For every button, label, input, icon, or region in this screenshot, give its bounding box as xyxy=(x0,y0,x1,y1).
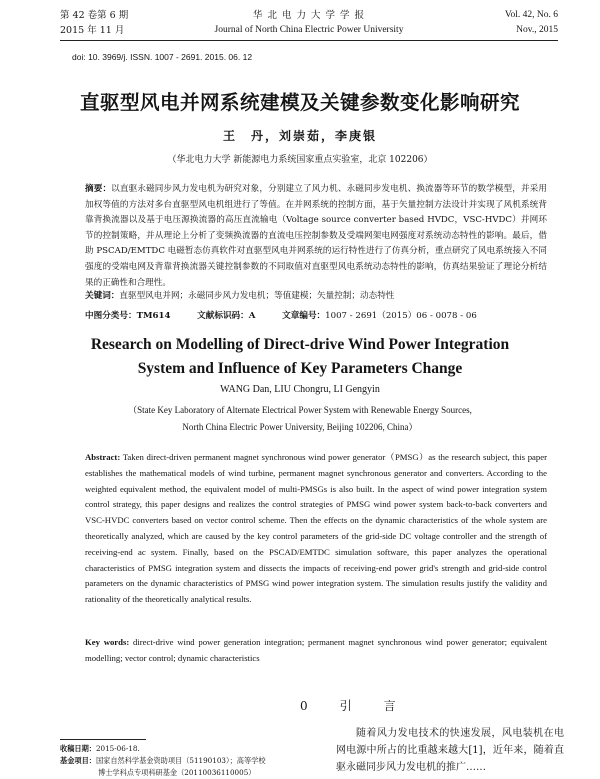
english-title-line2: System and Influence of Key Parameters Change xyxy=(137,360,463,377)
header-rule xyxy=(60,40,558,41)
article-number: 文章编号：1007 - 2691（2015）06 - 0078 - 06 xyxy=(282,311,477,321)
english-keywords xyxy=(85,635,547,667)
english-keywords-text: direct-drive wind power generation integration; permanent magnet synchronous wind power generator; equivalent modelling; vector control; dynamic characteristics xyxy=(85,637,548,663)
chinese-keywords-text: 直驱型风电并网；永磁同步风力发电机；等值建模；矢量控制；动态特性 xyxy=(119,291,395,301)
class-number: 中图分类号：TM614 xyxy=(85,311,171,321)
footnote-fund: 基金项目：国家自然科学基金资助项目（51190103）；高等学校 xyxy=(60,756,266,765)
date-en: Nov., 2015 xyxy=(516,25,558,35)
english-abstract xyxy=(85,450,547,608)
chinese-title: 直驱型风电并网系统建模及关键参数变化影响研究 xyxy=(79,91,520,114)
chinese-keywords xyxy=(85,289,547,305)
journal-en: Journal of North China Electric Power University xyxy=(214,25,404,35)
doc-code: 文献标识码：A xyxy=(197,311,256,321)
section-heading-introduction: 0 引 言 xyxy=(300,699,406,713)
volume-cn: 第 42 卷第 6 期 xyxy=(60,10,129,21)
journal-cn: 华 北 电 力 大 学 学 报 xyxy=(252,10,366,21)
english-abstract-label: Abstract: xyxy=(85,452,121,462)
chinese-abstract-label: 摘要： xyxy=(85,184,112,194)
chinese-affiliation: （华北电力大学 新能源电力系统国家重点实验室，北京 102206） xyxy=(167,155,433,165)
running-header xyxy=(60,8,558,38)
chinese-abstract xyxy=(85,182,547,291)
date-cn: 2015 年 11 月 xyxy=(60,25,125,36)
footnote xyxy=(60,743,320,779)
chinese-abstract-text: 以直驱永磁同步风力发电机为研究对象，分别建立了风力机、永磁同步发电机、换流器等环节的数学模型，并采用加权等值的方法对多台直驱型风电机组进行了等值。在并网系统的控制方面，基于矢量控制方法设计并实现了风机系统背靠背换流器以及基于电压源换流器的高压直流输电（Voltage source converter based HVDC，VSC-HVDC）并网环节的控制策略，并从理论上分析了变频换流器的直流电压控制参数及受端网架电网强度对系统动态特性的影响。最后，借助 PSCAD/EMTDC 电磁暂态仿真软件对直驱型风电并网系统的运行特性进行了仿真分析，重点研究了风电系统接入不同强度的受端电网及背靠背换流器关键控制参数的不同取值对直驱型风电系统动态特性的影响，仿真结果验证了理论分析结果的正确性和合理性。 xyxy=(85,184,547,288)
english-title-line1: Research on Modelling of Direct-drive Wind Power Integration xyxy=(90,336,510,353)
english-keywords-label: Key words: xyxy=(85,637,130,647)
english-title xyxy=(0,333,600,381)
footnote-fund-line2: 博士学科点专项科研基金（20110036110005） xyxy=(98,768,256,777)
introduction-text: 随着风力发电技术的快速发展，风电装机在电网电源中所占的比重越来越大[1]，近年来，随着直驱永磁同步风力发电机的推广…… xyxy=(336,728,564,773)
classification-line xyxy=(85,309,525,324)
english-abstract-text: Taken direct-driven permanent magnet synchronous wind power generator（PMSG）as the research subject, this paper establishes the mathematical models of wind turbine, permanent magnet synchronous generator and converters. According to the weighted equivalent method, the equivalent model of multi-PMSGs is also built. In the aspect of wind power integration system control strategy, this paper designs and realizes the control strategies of PMSG wind power system back-to-back converters and VSC-HVDC converters based on vector control scheme. Then the effects on the dynamic characteristics of the whole system are theoretically analyzed, which are caused by the key control parameters of the grid-side DC voltage controller and the strength of receiving-end ac system. Finally, based on the PSCAD/EMTDC simulation software, this paper analyzes the operational characteristics of PMSG integration system and dissects the impacts of receiving-end power grid's strength and grid-side control parameters on the dynamic characteristics of PMSG wind power integration system. The simulation results justify the validity and rationality of the theoretically analytical results. xyxy=(85,452,547,605)
footnote-received: 收稿日期：2015-06-18. xyxy=(60,744,140,753)
chinese-keywords-label: 关键词： xyxy=(85,291,120,301)
header-center xyxy=(60,8,558,38)
doi: doi: 10. 3969/j. ISSN. 1007 - 2691. 2015. 06. 12 xyxy=(72,52,253,62)
footnote-rule xyxy=(60,739,146,740)
english-affiliation-line1: （State Key Laboratory of Alternate Electrical Power System with Renewable Energy Sources, xyxy=(128,405,472,415)
header-right xyxy=(505,8,558,38)
volume-en: Vol. 42, No. 6 xyxy=(504,10,558,20)
chinese-authors: 王 丹，刘崇茹，李庚银 xyxy=(222,129,377,143)
english-affiliation xyxy=(0,402,600,436)
english-affiliation-line2: North China Electric Power University, Beijing 102206, China） xyxy=(182,422,418,432)
english-authors: WANG Dan, LIU Chongru, LI Gengyin xyxy=(220,384,380,395)
